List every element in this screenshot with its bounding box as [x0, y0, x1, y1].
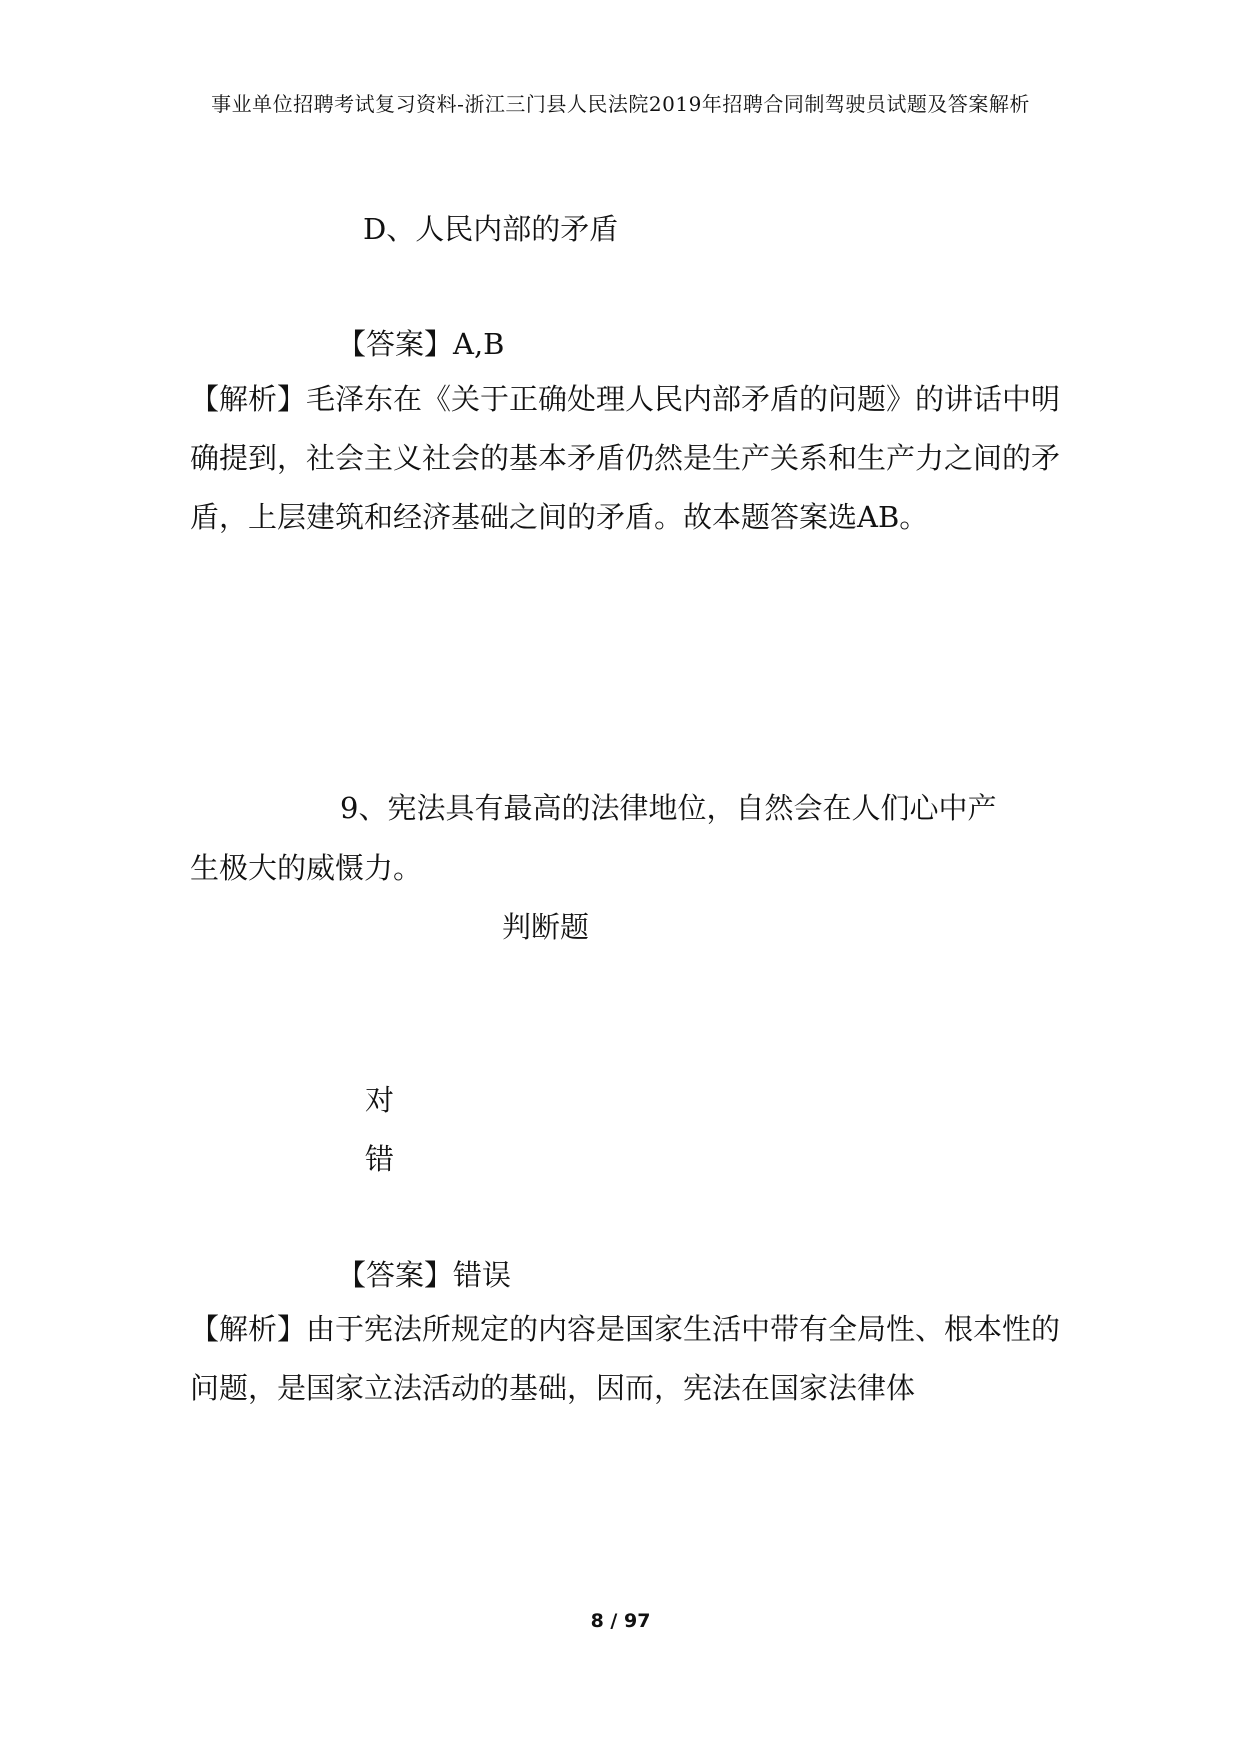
analysis-8: 【解析】毛泽东在《关于正确处理人民内部矛盾的问题》的讲话中明确提到，社会主义社会的基本矛盾仍然是生产关系和生产力之间的矛盾，上层建筑和经济基础之间的矛盾。故本题答案选AB。: [190, 382, 1061, 534]
answer-8: 【答案】A,B: [337, 327, 505, 361]
option-true: 对: [365, 1083, 395, 1117]
question-9-stem-line-2: 生极大的威慑力。: [190, 851, 423, 885]
question-type: 判断题: [502, 910, 590, 944]
question-9-stem-line-1: 9、宪法具有最高的法律地位，自然会在人们心中产: [340, 791, 997, 825]
option-false: 错: [365, 1142, 395, 1176]
page-header: 事业单位招聘考试复习资料-浙江三门县人民法院2019年招聘合同制驾驶员试题及答案解析: [211, 92, 1030, 116]
option-d: D、人民内部的矛盾: [363, 212, 619, 246]
answer-9: 【答案】错误: [337, 1258, 512, 1292]
page-number: 8 / 97: [590, 1610, 651, 1632]
analysis-9: 【解析】由于宪法所规定的内容是国家生活中带有全局性、根本性的问题，是国家立法活动的基础，因而，宪法在国家法律体: [190, 1312, 1061, 1405]
